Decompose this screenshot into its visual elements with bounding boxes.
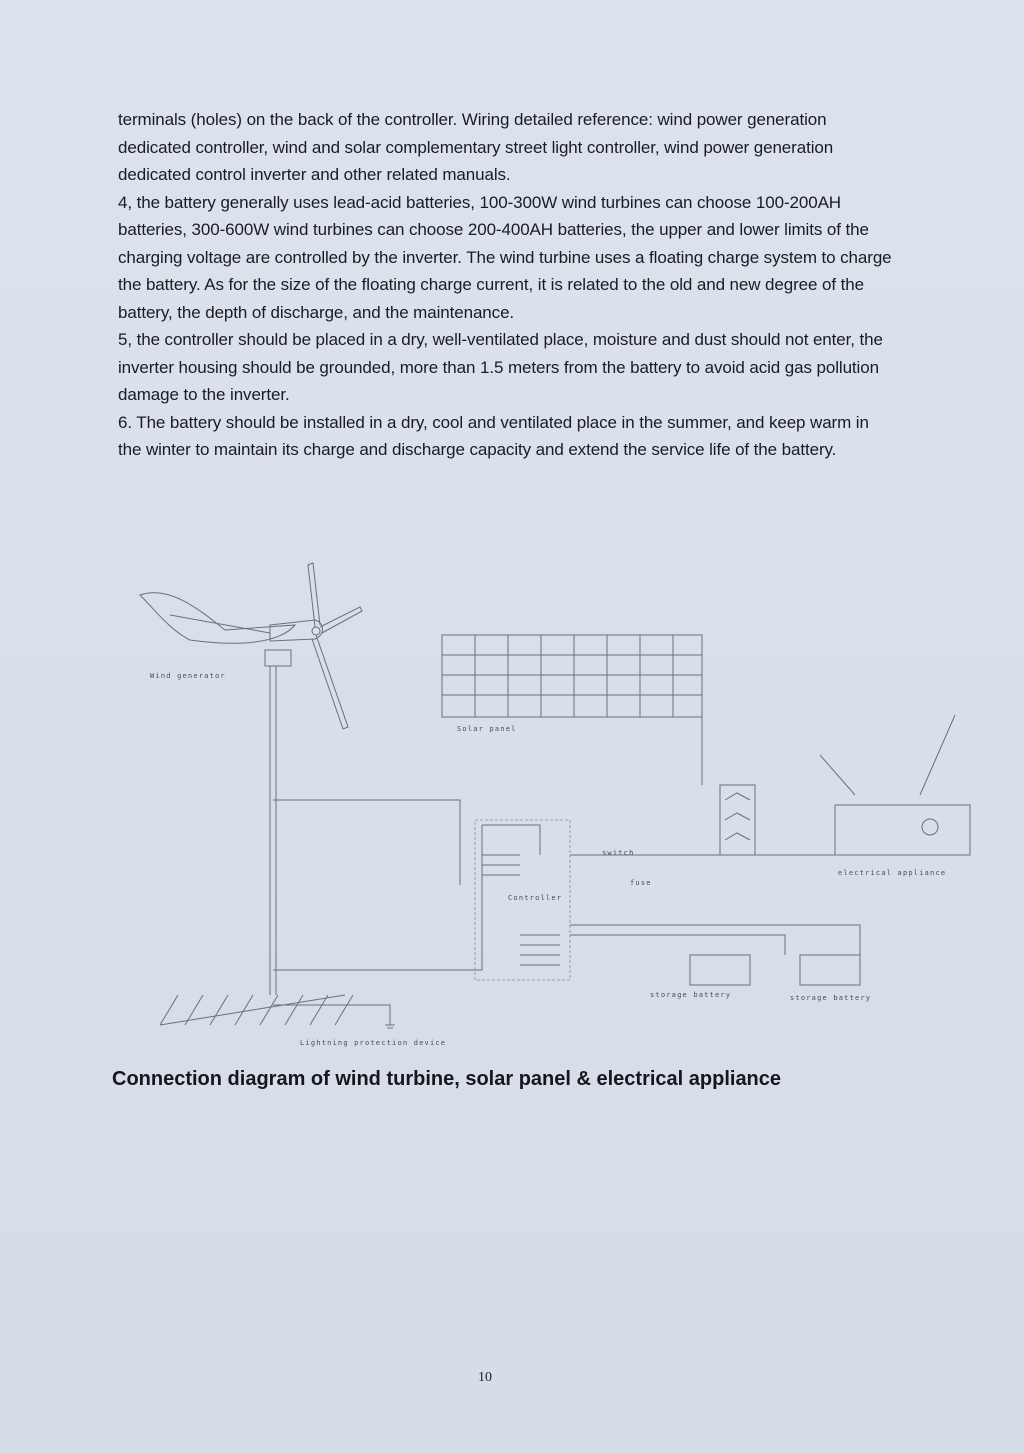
figure-caption: Connection diagram of wind turbine, solar panel & electrical appliance [112,1068,782,1090]
page-number: 10 [478,1370,492,1385]
label-switch: switch [602,849,635,857]
diagram-svg [130,555,990,1055]
paragraph-terminals: terminals (holes) on the back of the controller. Wiring detailed reference: wind power generation dedicated controller, wind and solar complementary street light controller, wind power generation dedicated control inverter and other related manuals. [118,110,834,184]
body-text [118,106,893,464]
label-wind-generator: Wind generator [150,672,226,680]
label-storage-battery-2: storage battery [790,994,872,1002]
label-storage-battery-1: storage battery [650,991,732,999]
label-lightning-protection: Lightning protection device [300,1039,447,1047]
label-controller: Controller [508,894,563,902]
paragraph-item-4: 4, the battery generally uses lead-acid batteries, 100-300W wind turbines can choose 100-200AH batteries, 300-600W wind turbines can choose 200-400AH batteries, the upper and lower limits of the charging voltage are controlled by the inverter. The wind turbine uses a floating charge system to charge the battery. As for the size of the floating charge current, it is related to the old and new degree of the battery, the depth of discharge, and the maintenance. [118,192,892,322]
solar-panel-drawing [442,635,702,785]
wind-turbine-drawing [140,563,362,1025]
label-fuse: fuse [630,879,652,887]
connection-diagram [130,555,990,1055]
paragraph-item-6: 6. The battery should be installed in a dry, cool and ventilated place in the summer, and keep warm in the winter to maintain its charge and discharge capacity and extend the service life of the battery. [118,412,869,459]
paragraph-item-5: 5, the controller should be placed in a dry, well-ventilated place, moisture and dust should not enter, the inverter housing should be grounded, more than 1.5 meters from the battery to avoid acid gas pollution damage to the inverter. [118,330,883,404]
label-solar-panel: Solar panel [457,725,517,733]
label-electrical-appliance: electrical appliance [838,869,947,877]
